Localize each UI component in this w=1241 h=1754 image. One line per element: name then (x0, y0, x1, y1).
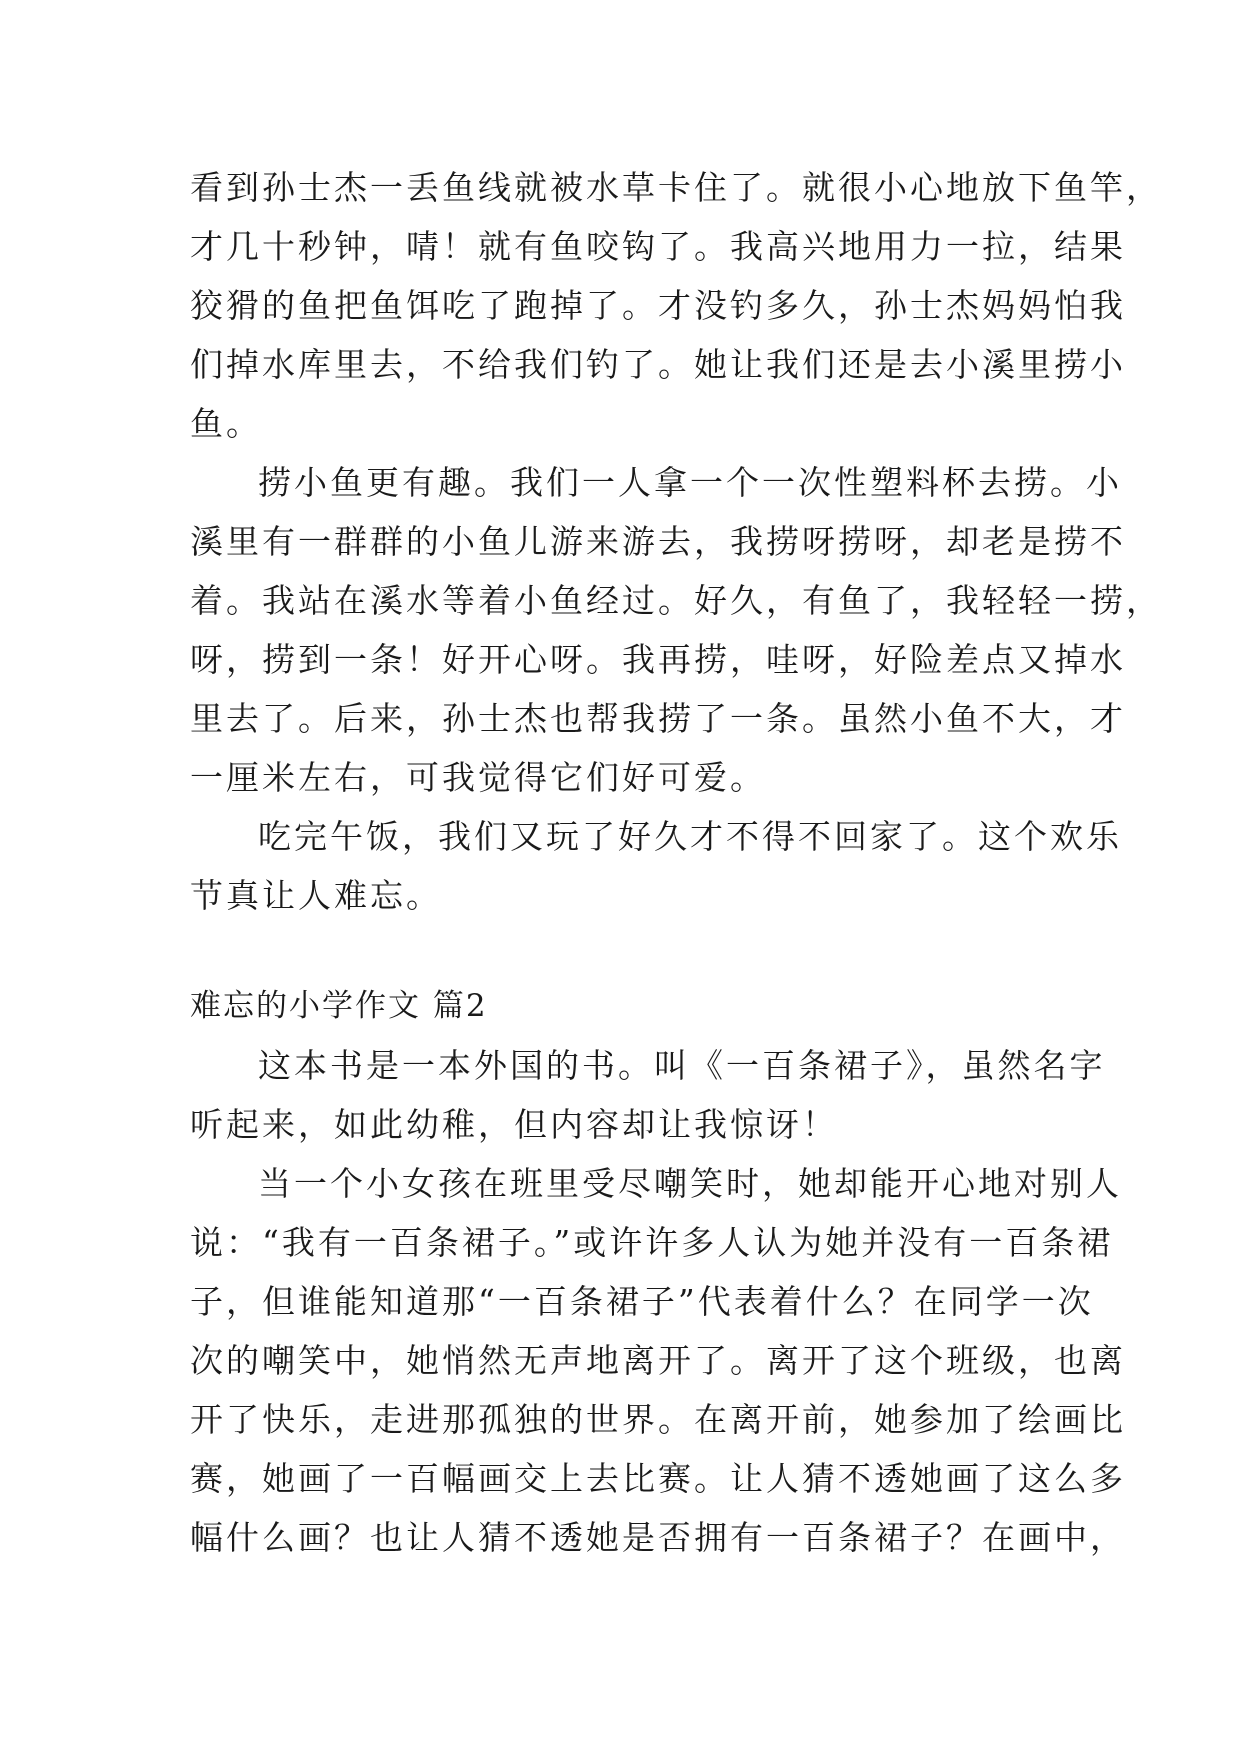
text-line: 里去了。后来，孙士杰也帮我捞了一条。虽然小鱼不大，才 (190, 699, 1126, 738)
text-line: 听起来，如此幼稚，但内容却让我惊讶！ (190, 1105, 838, 1144)
text-line: 赛，她画了一百幅画交上去比赛。让人猜不透她画了这么多 (190, 1459, 1126, 1498)
text-line: 鱼。 (190, 404, 262, 443)
text-line: 子，但谁能知道那“一百条裙子”代表着什么？在同学一次 (190, 1282, 1094, 1321)
text-line: 着。我站在溪水等着小鱼经过。好久，有鱼了，我轻轻一捞， (190, 581, 1162, 620)
text-line: 幅什么画？也让人猜不透她是否拥有一百条裙子？在画中， (190, 1518, 1126, 1557)
paragraph-start-line: 这本书是一本外国的书。叫《一百条裙子》，虽然名字 (258, 1046, 1106, 1085)
text-line: 一厘米左右，可我觉得它们好可爱。 (190, 758, 766, 797)
text-line: 节真让人难忘。 (190, 876, 442, 915)
text-line: 次的嘲笑中，她悄然无声地离开了。离开了这个班级，也离 (190, 1341, 1126, 1380)
text-line: 说：“我有一百条裙子。”或许许多人认为她并没有一百条裙 (190, 1223, 1114, 1262)
text-line: 呀，捞到一条！好开心呀。我再捞，哇呀，好险差点又掉水 (190, 640, 1126, 679)
section-gap (190, 925, 1090, 977)
paragraph-start-line: 吃完午饭，我们又玩了好久才不得不回家了。这个欢乐 (258, 817, 1122, 856)
text-line: 们掉水库里去，不给我们钓了。她让我们还是去小溪里捞小 (190, 345, 1126, 384)
section-heading: 难忘的小学作文 篇2 (190, 988, 488, 1024)
text-line: 才几十秒钟，啨！就有鱼咬钩了。我高兴地用力一拉，结果 (190, 227, 1126, 266)
text-line: 开了快乐，走进那孤独的世界。在离开前，她参加了绘画比 (190, 1400, 1126, 1439)
text-line: 看到孙士杰一丢鱼线就被水草卡住了。就很小心地放下鱼竿， (190, 168, 1162, 207)
document-body (190, 158, 1162, 1567)
paragraph-start-line: 捞小鱼更有趣。我们一人拿一个一次性塑料杯去捞。小 (258, 463, 1122, 502)
text-line: 狡猾的鱼把鱼饵吃了跑掉了。才没钓多久，孙士杰妈妈怕我 (190, 286, 1126, 325)
text-line: 溪里有一群群的小鱼儿游来游去，我捞呀捞呀，却老是捞不 (190, 522, 1126, 561)
paragraph-start-line: 当一个小女孩在班里受尽嘲笑时，她却能开心地对别人 (258, 1164, 1122, 1203)
